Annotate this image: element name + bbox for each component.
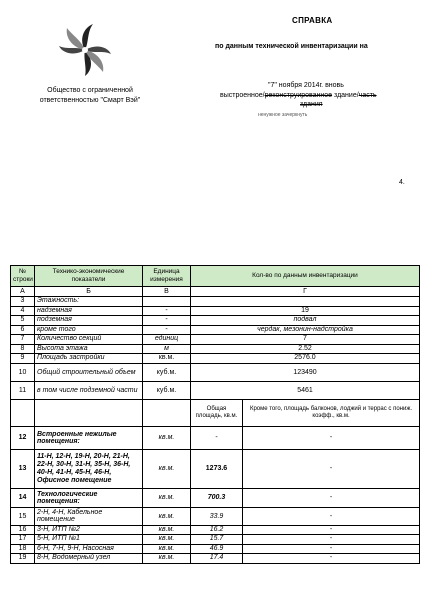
row-label: Этажность: [35, 297, 143, 307]
document-title: СПРАВКА [292, 16, 333, 25]
table-letters-row [11, 287, 420, 297]
row-number: 6 [11, 325, 35, 335]
row-unit: кв.м. [143, 544, 191, 554]
row-value: 123490 [191, 363, 420, 381]
company-logo-icon [40, 22, 130, 80]
row-label: надземная [35, 306, 143, 316]
row-unit: кв.м. [143, 507, 191, 525]
row-area: 15.7 [191, 535, 243, 545]
row-label: в том числе подземной части [35, 381, 143, 399]
row-value: 5461 [191, 381, 420, 399]
table-row [11, 554, 420, 564]
row-number: 14 [11, 488, 35, 507]
header-indicator: Технико-экономические показатели [35, 266, 143, 287]
row-unit: куб.м. [143, 363, 191, 381]
build-prefix: выстроенное/ [220, 92, 265, 99]
row-label: 11-Н, 12-Н, 19-Н, 20-Н, 21-Н, 22-Н, 30-Н, 31-Н, 35-Н, 36-Н, 40-Н, 41-Н, 45-Н, 46-Н, Офисное помещение [35, 449, 143, 488]
row-extra: - [243, 525, 420, 535]
row-unit: кв.м. [143, 554, 191, 564]
row-unit: - [143, 316, 191, 326]
letter-g: Г [191, 287, 420, 297]
table-row [11, 325, 420, 335]
row-unit: кв.м. [143, 535, 191, 545]
row-number: 19 [11, 554, 35, 564]
row-label: Высота этажа [35, 344, 143, 354]
row-extra: - [243, 507, 420, 525]
row-number: 13 [11, 449, 35, 488]
table-row [11, 488, 420, 507]
row-number: 4 [11, 306, 35, 316]
subheader-empty-3 [143, 399, 191, 426]
building-word: здания [300, 101, 323, 108]
row-number: 16 [11, 525, 35, 535]
row-extra: - [243, 554, 420, 564]
inventory-date: "7" ноября 2014г. вновь [268, 82, 344, 89]
row-label: 3-Н, ИТП №2 [35, 525, 143, 535]
page-number: 4. [399, 179, 405, 186]
row-extra: - [243, 426, 420, 449]
row-value: чердак, мезонин-надстройка [191, 325, 420, 335]
strike-note: ненужное зачеркнуть [258, 112, 308, 118]
row-value: 2576.0 [191, 354, 420, 364]
row-number: 5 [11, 316, 35, 326]
row-extra: - [243, 535, 420, 545]
row-value [191, 297, 420, 307]
row-label: 6-Н, 7-Н, 9-Н, Насосная [35, 544, 143, 554]
row-label: 5-Н, ИТП №1 [35, 535, 143, 545]
row-area: 1273.6 [191, 449, 243, 488]
table-row [11, 507, 420, 525]
row-unit: кв.м. [143, 354, 191, 364]
row-number: 17 [11, 535, 35, 545]
row-unit: единиц [143, 335, 191, 345]
letter-a: А [11, 287, 35, 297]
letter-b: Б [35, 287, 143, 297]
row-label: 8-Н, Водомерный узел [35, 554, 143, 564]
row-number: 11 [11, 381, 35, 399]
row-area: 46.9 [191, 544, 243, 554]
row-extra: - [243, 449, 420, 488]
org-line-2: ответственностью "Смарт Вэй" [39, 97, 141, 104]
row-area: 17.4 [191, 554, 243, 564]
row-unit: м [143, 344, 191, 354]
row-label: Площадь застройки [35, 354, 143, 364]
subheader-row [11, 399, 420, 426]
row-number: 9 [11, 354, 35, 364]
row-unit: кв.м. [143, 426, 191, 449]
row-area: 700.3 [191, 488, 243, 507]
technical-indicators-table [10, 265, 420, 564]
row-value: 19 [191, 306, 420, 316]
build-struck-1: реконструированное [264, 92, 333, 99]
table-row [11, 426, 420, 449]
row-unit [143, 297, 191, 307]
row-unit: кв.м. [143, 525, 191, 535]
row-extra: - [243, 544, 420, 554]
build-struck-2: часть [358, 92, 377, 99]
row-unit: куб.м. [143, 381, 191, 399]
row-unit: кв.м. [143, 449, 191, 488]
row-number: 18 [11, 544, 35, 554]
organization-name [20, 86, 160, 106]
row-area: - [191, 426, 243, 449]
row-unit: - [143, 306, 191, 316]
table-row [11, 306, 420, 316]
row-number: 12 [11, 426, 35, 449]
document-subtitle: по данным технической инвентаризации на [215, 43, 368, 50]
table-row [11, 449, 420, 488]
table-row [11, 525, 420, 535]
table-row [11, 381, 420, 399]
table-row [11, 354, 420, 364]
row-unit: кв.м. [143, 488, 191, 507]
row-number: 7 [11, 335, 35, 345]
row-number: 3 [11, 297, 35, 307]
build-mid: здание/ [332, 92, 359, 99]
row-value: 2.52 [191, 344, 420, 354]
row-label: 2-Н, 4-Н, Кабельное помещение [35, 507, 143, 525]
header-row-number: № строки [11, 266, 35, 287]
row-value: подвал [191, 316, 420, 326]
header-quantity: Кол-во по данным инвентаризации [191, 266, 420, 287]
row-extra: - [243, 488, 420, 507]
table-row [11, 363, 420, 381]
subheader-balconies: Кроме того, площадь балконов, лоджий и террас с пониж. коэфф., кв.м. [243, 399, 420, 426]
row-area: 33.9 [191, 507, 243, 525]
building-type-line [220, 92, 377, 99]
table-row [11, 297, 420, 307]
table-row [11, 344, 420, 354]
row-unit: - [143, 325, 191, 335]
row-number: 8 [11, 344, 35, 354]
subheader-empty-1 [11, 399, 35, 426]
row-label: кроме того [35, 325, 143, 335]
row-area: 16.2 [191, 525, 243, 535]
letter-v: В [143, 287, 191, 297]
table-row [11, 535, 420, 545]
org-line-1: Общество с ограниченной [47, 87, 133, 94]
row-label: Встроенные нежилые помещения: [35, 426, 143, 449]
table-row [11, 316, 420, 326]
table-header-row [11, 266, 420, 287]
table-row [11, 544, 420, 554]
row-label: Количество секций [35, 335, 143, 345]
subheader-empty-2 [35, 399, 143, 426]
row-label: Технологические помещения: [35, 488, 143, 507]
subheader-total-area: Общая площадь, кв.м. [191, 399, 243, 426]
header-unit: Единица измерения [143, 266, 191, 287]
row-label: подземная [35, 316, 143, 326]
row-value: 7 [191, 335, 420, 345]
row-label: Общий строительный объем [35, 363, 143, 381]
table-row [11, 335, 420, 345]
row-number: 15 [11, 507, 35, 525]
row-number: 10 [11, 363, 35, 381]
